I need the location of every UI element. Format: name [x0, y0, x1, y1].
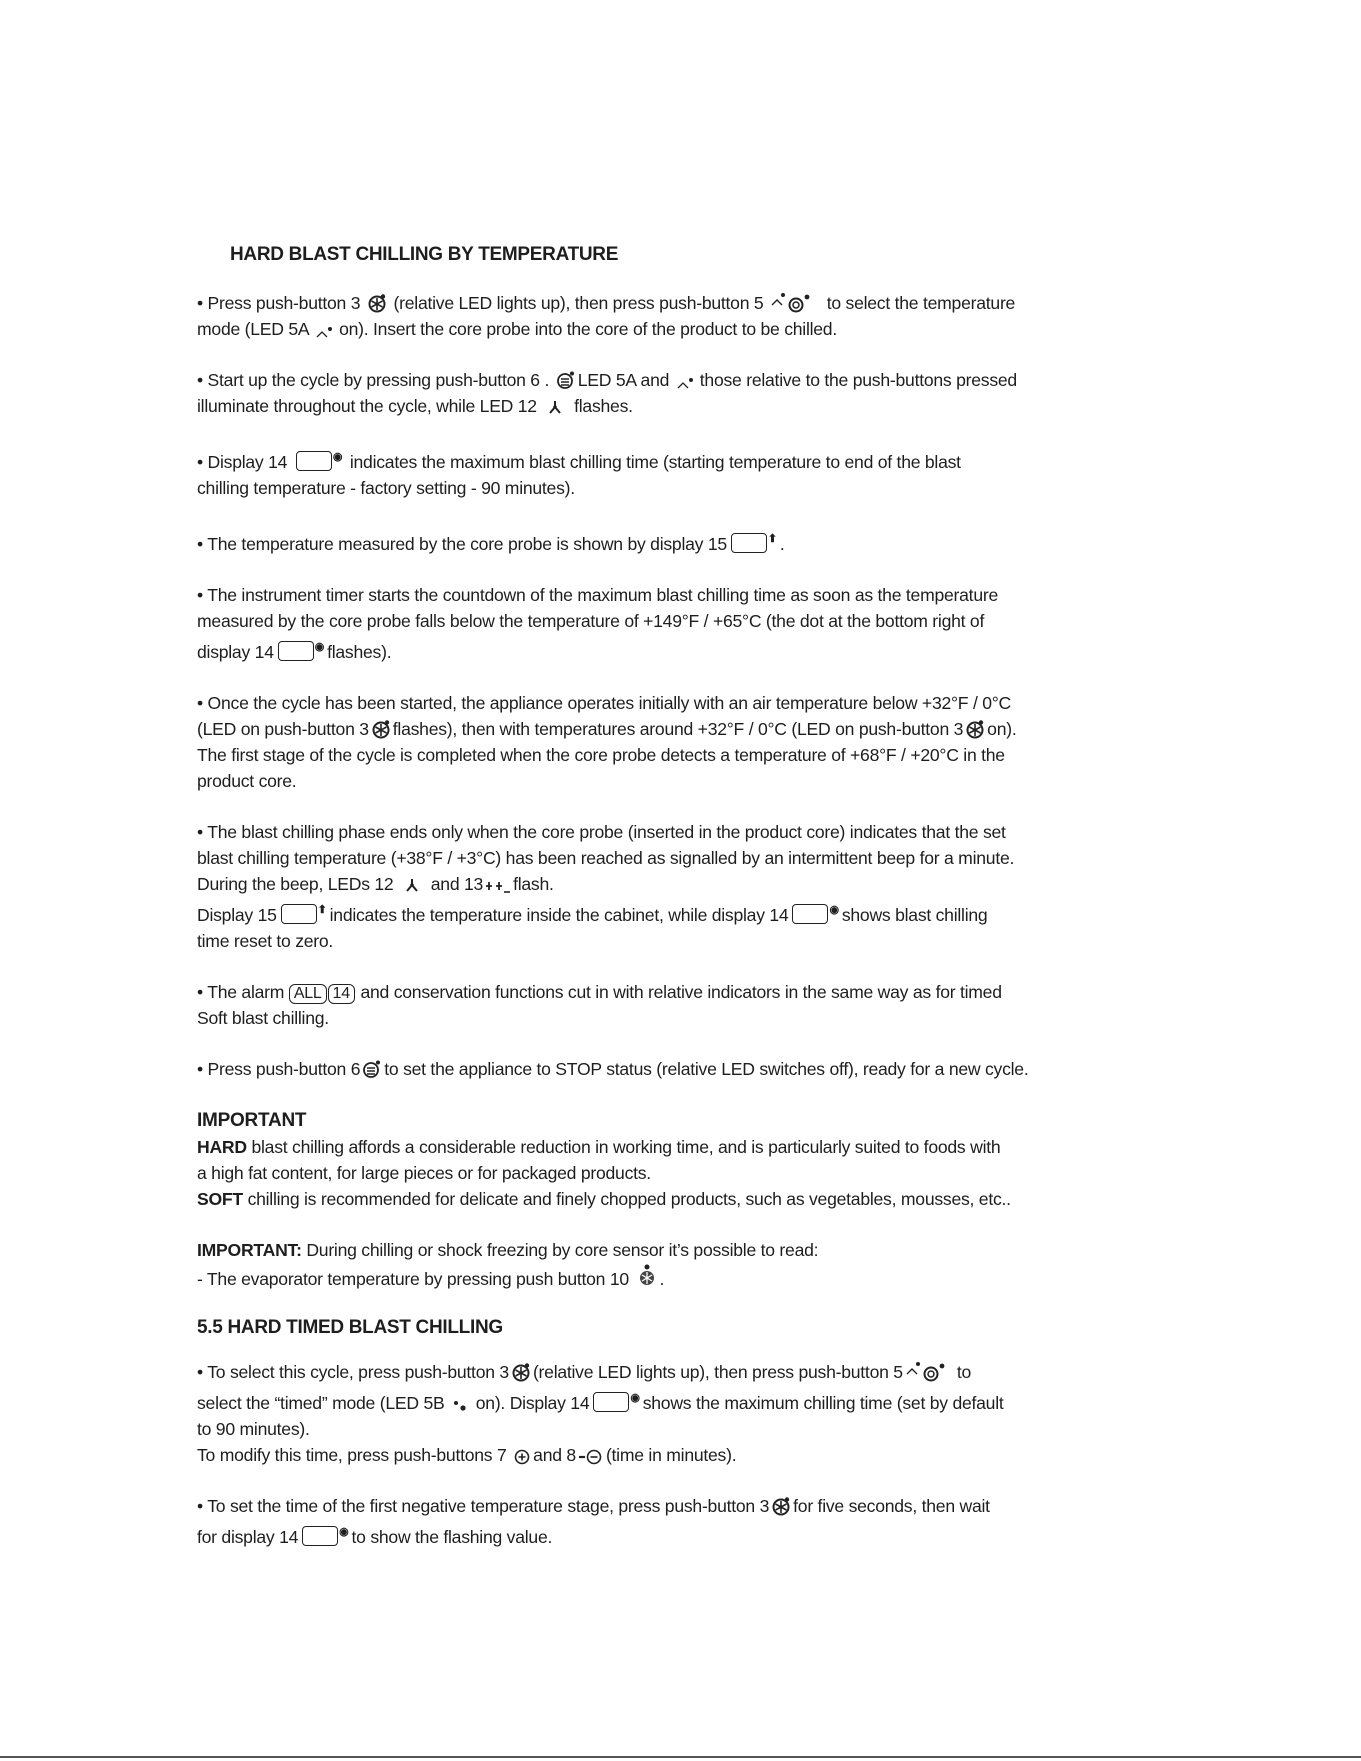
paragraph-alarm: • The alarm ALL 14 and conservation functions cut in with relative indicators in the same way as for timed Soft blast chilling.	[197, 982, 1002, 1028]
paragraph-display-14: • Display 14 ◉ indicates the maximum blast chilling time (starting temperature to end of the blast chilling temperature - factory setting - 90 minutes).	[197, 444, 1137, 501]
plus-button-icon	[513, 1447, 531, 1465]
clock-dot-icon: ◉	[339, 1526, 349, 1538]
important-label: IMPORTANT:	[197, 1240, 302, 1260]
section-title-hard-timed: 5.5 HARD TIMED BLAST CHILLING	[197, 1317, 503, 1338]
fan-led-icon	[543, 398, 567, 416]
snowflake-button-icon	[511, 1362, 531, 1382]
paragraph-start-cycle: • Start up the cycle by pressing push-button 6 . LED 5A and those relative to the push-buttons pressed illuminate throughout the cycle, while LED 12 flashes.	[197, 370, 1017, 416]
display-14-icon	[302, 1526, 338, 1546]
fan-led-icon	[400, 876, 424, 894]
paragraph-timer-countdown: • The instrument timer starts the countdown of the maximum blast chilling time as soon as the temperature measured by the core probe falls below the temperature of +149°F / +65°C (the dot at the bottom right of display 14 ◉ flashes).	[197, 585, 998, 662]
evaporator-button-icon	[636, 1263, 658, 1289]
important-heading: IMPORTANT	[197, 1110, 307, 1131]
section-title-hard-blast-temperature: HARD BLAST CHILLING BY TEMPERATURE	[230, 244, 619, 265]
display-15-icon	[281, 904, 317, 924]
clock-dot-icon: ◉	[829, 904, 839, 916]
display-14-icon	[296, 451, 332, 471]
timed-led-icon	[451, 1399, 469, 1413]
paragraph-phase-end: • The blast chilling phase ends only when the core probe (inserted in the product core) indicates that the set blast chilling temperature (+38°F / +3°C) has been reached as signalled by an intermittent beep for a minute. During the beep, LEDs 12 and 13 flash. Display 15 ⬆ indicates the temperature inside the cabinet, while display 14 ◉ shows blast chilling time reset to zero.	[197, 822, 1015, 951]
start-button-icon	[362, 1059, 382, 1079]
display-15-icon	[731, 533, 767, 553]
minus-button-icon	[578, 1447, 604, 1465]
paragraph-select-timed-mode: • To select this cycle, press push-button 3 (relative LED lights up), then press push-button 5 to select the “timed” mode (LED 5B on). Display 14 ◉ shows the maximum chilling time (set by default to 90 minutes). To modify this time, press push-buttons 7 and 8 (time in minutes).	[197, 1362, 1004, 1465]
display-14-icon	[593, 1392, 629, 1412]
important-note-core-sensor: IMPORTANT: During chilling or shock freezing by core sensor it’s possible to read: - The evaporator temperature by pressing push button 10 .	[197, 1240, 819, 1289]
alarm-display-tag: ALL	[289, 984, 327, 1004]
display-14-tag: 14	[328, 984, 355, 1004]
page-content	[197, 244, 1137, 1550]
temperature-mode-icon	[905, 1360, 955, 1382]
temperature-mode-icon	[770, 291, 820, 313]
temperature-led-icon	[676, 376, 698, 390]
probe-mark-icon: ⬆	[317, 904, 327, 916]
snowflake-button-icon	[771, 1496, 791, 1516]
paragraph-first-stage-time: • To set the time of the first negative temperature stage, press push-button 3 for five seconds, then wait for display 14 ◉ to show the flashing value.	[197, 1496, 990, 1547]
paragraph-display-15: • The temperature measured by the core probe is shown by display 15 ⬆ .	[197, 526, 1137, 557]
paragraph-select-temperature-mode: • Press push-button 3 (relative LED lights up), then press push-button 5 to select the temperature mode (LED 5A on). Insert the core probe into the core of the product to be chilled.	[197, 293, 1016, 339]
display-14-icon	[278, 641, 314, 661]
page-bottom-rule	[0, 1756, 1361, 1758]
snowflake-button-icon	[371, 719, 391, 739]
important-note-hard-soft: IMPORTANT HARD blast chilling affords a considerable reduction in working time, and is particularly suited to foods with a high fat content, for large pieces or for packaged products. SOFT chilling is recommended for delicate and finely chopped products, such as vegetables, mousses, etc..	[197, 1110, 1011, 1209]
snowflake-button-icon	[367, 293, 387, 313]
clock-dot-icon: ◉	[630, 1392, 640, 1404]
paragraph-stop-cycle: • Press push-button 6 to set the appliance to STOP status (relative LED switches off), ready for a new cycle.	[197, 1059, 1029, 1079]
conservation-led-icon	[485, 878, 511, 894]
paragraph-cycle-operation: • Once the cycle has been started, the appliance operates initially with an air temperature below +32°F / 0°C (LED on push-button 3 flashes), then with temperatures around +32°F / 0°C (LED on push-button 3 on). The first stage of the cycle is completed when the core probe detects a temperature of +68°F / +20°C in the product core.	[197, 693, 1017, 791]
clock-dot-icon: ◉	[314, 641, 325, 653]
start-button-icon	[556, 370, 576, 390]
snowflake-button-icon	[965, 719, 985, 739]
display-14-icon	[792, 904, 828, 924]
clock-dot-icon: ◉	[332, 451, 343, 463]
probe-mark-icon: ⬆	[767, 533, 777, 545]
temperature-led-icon	[315, 325, 337, 339]
